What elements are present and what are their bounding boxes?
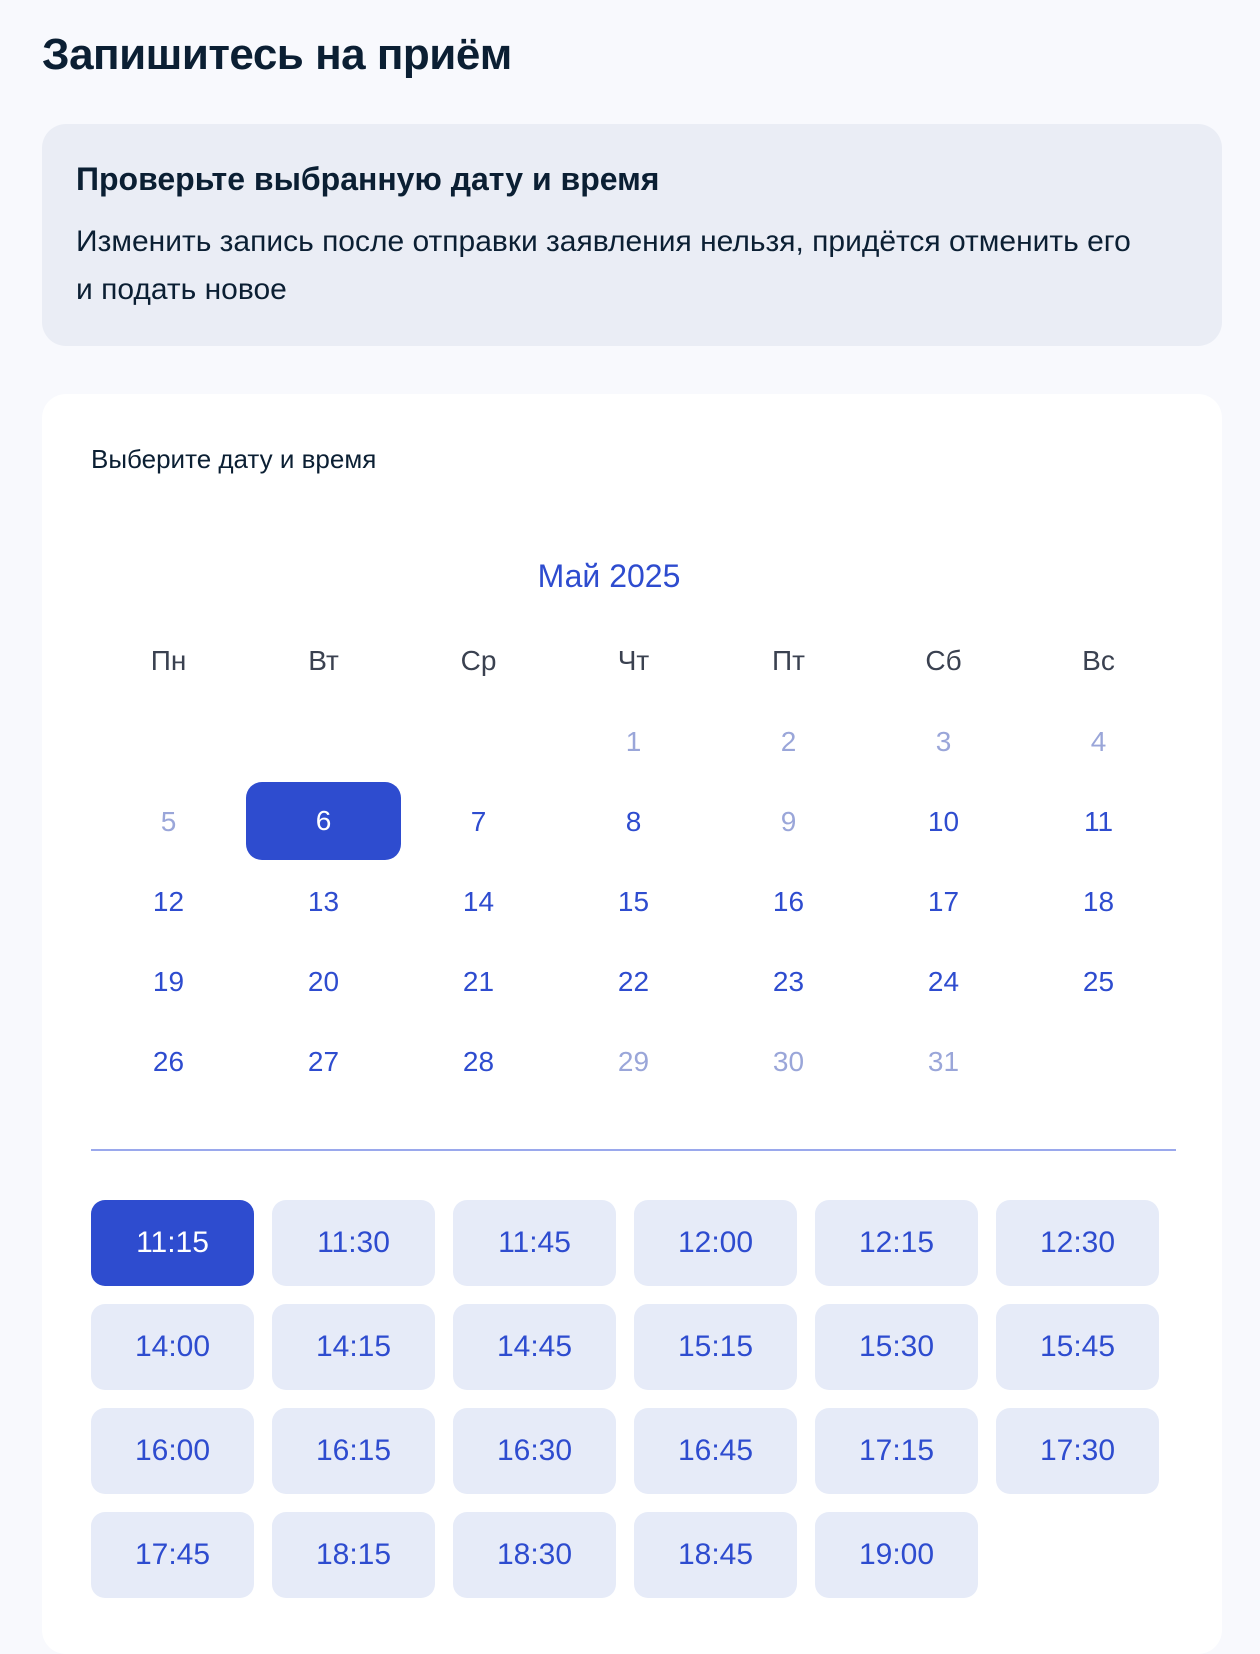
notice-text-line-1: Изменить запись после отправки заявления нельзя, придётся отменить его [76,225,1131,259]
weekday-label: Сб [925,645,962,676]
calendar-day: 31 [927,1046,960,1077]
weekday-label: Вт [308,645,339,676]
time-slot[interactable]: 15:15 [634,1304,797,1390]
calendar-day[interactable]: 27 [307,1046,340,1077]
calendar-day[interactable]: 12 [152,886,185,917]
time-slot[interactable]: 17:30 [996,1408,1159,1494]
calendar-day[interactable]: 8 [625,806,642,837]
time-slot[interactable]: 18:15 [272,1512,435,1598]
time-slot[interactable]: 16:30 [453,1408,616,1494]
calendar-day[interactable]: 13 [307,886,340,917]
time-slot-selected[interactable]: 11:15 [91,1200,254,1286]
time-slot[interactable]: 17:15 [815,1408,978,1494]
time-slot[interactable]: 16:45 [634,1408,797,1494]
calendar-day[interactable]: 25 [1082,966,1115,997]
time-slot[interactable]: 15:30 [815,1304,978,1390]
calendar-day[interactable]: 22 [617,966,650,997]
weekday-label: Пн [150,645,187,676]
calendar-day: 29 [617,1046,650,1077]
calendar-week-row [91,782,1176,862]
time-slots-grid [91,1200,1171,1598]
calendar-day: 1 [625,726,642,757]
calendar-week-row [91,862,1176,942]
calendar-week-row [91,702,1176,782]
calendar-day[interactable]: 17 [927,886,960,917]
calendar-day[interactable]: 28 [462,1046,495,1077]
time-slot[interactable]: 16:00 [91,1408,254,1494]
calendar-day[interactable]: 11 [1083,806,1114,837]
calendar-day: 30 [772,1046,805,1077]
time-slot[interactable]: 14:00 [91,1304,254,1390]
weekday-label: Ср [460,645,497,676]
time-slot[interactable]: 11:30 [272,1200,435,1286]
calendar-day[interactable]: 26 [152,1046,185,1077]
calendar-day-selected[interactable]: 6 [246,782,401,860]
calendar-day[interactable]: 14 [462,886,495,917]
calendar-day[interactable]: 15 [617,886,650,917]
appointment-picker-card [42,394,1222,1654]
calendar-day[interactable]: 24 [927,966,960,997]
calendar-day[interactable]: 18 [1082,886,1115,917]
time-slot[interactable]: 16:15 [272,1408,435,1494]
calendar-day[interactable]: 16 [772,886,805,917]
calendar-day[interactable]: 20 [307,966,340,997]
calendar-empty-cell [1021,1022,1176,1102]
notice-banner [42,124,1222,346]
calendar-month-title: Май 2025 [537,558,681,594]
calendar-day[interactable]: 19 [152,966,185,997]
calendar-day[interactable]: 7 [470,806,487,837]
time-slot[interactable]: 12:15 [815,1200,978,1286]
divider [91,1149,1176,1151]
calendar-day: 3 [935,726,952,757]
calendar-day[interactable]: 23 [772,966,805,997]
calendar-week-row [91,1022,1176,1102]
time-slot[interactable]: 15:45 [996,1304,1159,1390]
weekday-label: Чт [617,645,650,676]
weekday-label: Пт [772,645,805,676]
weekday-label: Вс [1082,645,1115,676]
calendar-day[interactable]: 21 [462,966,495,997]
page-title: Запишитесь на приём [42,30,512,79]
calendar-empty-cell [246,702,401,782]
notice-text-line-2: и подать новое [76,273,287,307]
time-slot[interactable]: 14:15 [272,1304,435,1390]
time-slot[interactable]: 19:00 [815,1512,978,1598]
calendar [91,620,1176,1102]
time-slot[interactable]: 18:30 [453,1512,616,1598]
calendar-day: 2 [780,726,797,757]
notice-title: Проверьте выбранную дату и время [76,161,660,197]
weekday-header-row [91,620,1176,702]
time-slot[interactable]: 12:00 [634,1200,797,1286]
calendar-week-row [91,942,1176,1022]
calendar-empty-cell [91,702,246,782]
calendar-day[interactable]: 10 [927,806,960,837]
picker-label: Выберите дату и время [91,444,377,474]
time-slot[interactable]: 17:45 [91,1512,254,1598]
calendar-weeks [91,702,1176,1102]
calendar-day: 5 [160,806,177,837]
time-slot[interactable]: 14:45 [453,1304,616,1390]
time-slot[interactable]: 11:45 [453,1200,616,1286]
time-slot[interactable]: 18:45 [634,1512,797,1598]
time-slot[interactable]: 12:30 [996,1200,1159,1286]
calendar-day: 4 [1090,726,1107,757]
notice-text [76,218,1188,314]
calendar-day: 9 [780,806,797,837]
calendar-empty-cell [401,702,556,782]
